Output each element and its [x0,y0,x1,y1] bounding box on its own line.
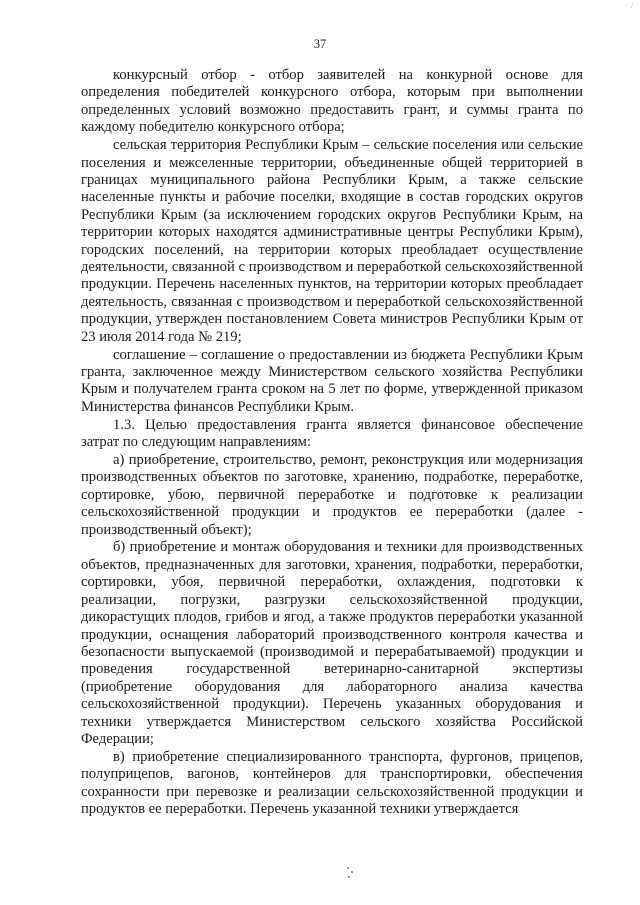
paragraph-item-a: а) приобретение, строительство, ремонт, реконструкция или модернизация производственных объектов по заготовке, хранению, подработке, переработке, сортировке, убою, первичной переработке и подготовке к реализации сельскохозяйственной продукции и продуктов ее переработки (далее - производственный объект); [81,451,583,538]
scan-margin-mark: · / [624,2,634,10]
paragraph-item-b: б) приобретение и монтаж оборудования и техники для производственных объектов, предназначенных для заготовки, хранения, подработки, переработки, сортировки, убоя, первичной переработки, охлаждения, подготовки к реализации, погрузки, разгрузки сельскохозяйственной продукции, дикорастущих плодов, грибов и ягод, а также продуктов переработки указанной продукции, оснащения лабораторий производственного контроля качества и безопасности выпускаемой (производимой и перерабатываемой) продукции и проведения государственной ветеринарно-санитарной экспертизы (приобретение оборудования для лабораторного анализа качества сельскохозяйственной продукции). Перечень указанных оборудования и техники утверждается Министерством сельского хозяйства Российской Федерации; [81,539,583,747]
paragraph-competitive-selection: конкурсный отбор - отбор заявителей на конкурной основе для определения победителей конкурсного отбора, которым при выполнении определенных условий возможно предоставить грант, и суммы гранта по каждому победителю конкурсного отбора; [81,67,583,136]
paragraph-agreement: соглашение – соглашение о предоставлении из бюджета Республики Крым гранта, заключенное между Министерством сельского хозяйства Республики Крым и получателем гранта сроком на 5 лет по форме, утвержденной приказом Министерства финансов Республики Крым. [81,346,583,415]
paragraph-rural-territory: сельская территория Республики Крым – сельские поселения или сельские поселения и межселенные территории, объединенные общей территорией в границах муниципального района Республики Крым, а также сельские населенные пункты и рабочие поселки, входящие в состав городских округов Республики Крым (за исключением городских округов Республики Крым, на территории которых находятся административные центры Республики Крым), городских поселений, на территории которых преобладает осуществление деятельности, связанной с производством и переработкой сельскохозяйственной продукции. Перечень населенных пунктов, на территории которых преобладает деятельность, связанная с производством и переработкой сельскохозяйственной продукции, утвержден постановлением Совета министров Республики Крым от 23 июля 2014 года № 219; [81,137,583,345]
document-body [81,67,583,818]
paragraph-grant-purpose: 1.3. Целью предоставления гранта является финансовое обеспечение затрат по следующим направлениям: [81,416,583,451]
page-number: 37 [313,37,327,51]
paragraph-item-c: в) приобретение специализированного транспорта, фургонов, прицепов, полуприцепов, вагонов, контейнеров для транспортировки, обеспечения сохранности при перевозке и реализации сельскохозяйственной продукции и продуктов ее переработки. Перечень указанной техники утверждается [81,748,583,818]
scan-artifact [345,866,355,880]
